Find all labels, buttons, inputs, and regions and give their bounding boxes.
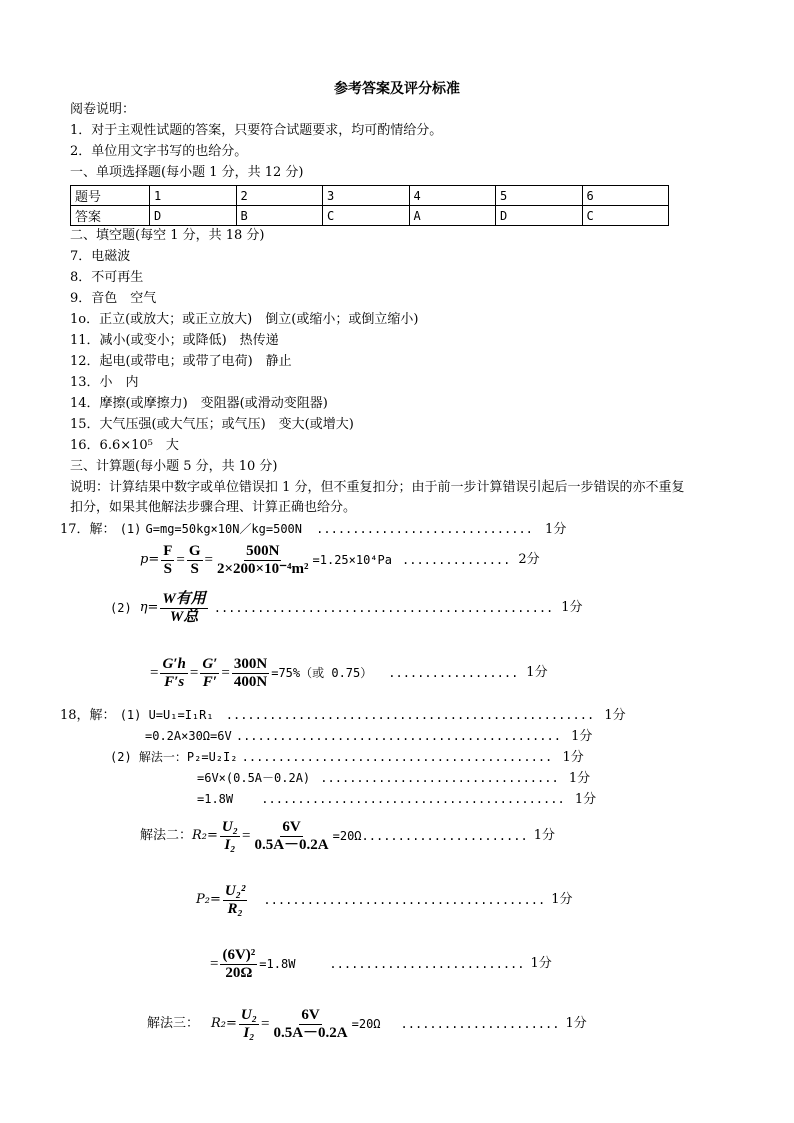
section2-heading: 二、填空题(每空 1 分，共 18 分) (70, 228, 265, 243)
fill-item-13: 13．小 内 (70, 375, 139, 390)
dots: .................. (388, 666, 519, 680)
table-cell: B (236, 206, 323, 226)
q18-method2-line3: = $\frac{\text{(6V)²}}{20\Omega}$ =1.8W ........................... 1分 (210, 946, 552, 981)
fraction (160, 591, 207, 626)
frac-den: F′ (202, 673, 217, 690)
frac-den: R₂ (227, 900, 243, 917)
frac-num: (6V)² (222, 946, 256, 963)
q18-method3-line1: 解法三： R₂= $\frac{\text{U₂}}{\text{I₂}}$ = $\frac{6V}{0.5A-0.2A}$ =20Ω ...................... 1分 (147, 1006, 587, 1041)
frac-den: S (163, 560, 172, 577)
frac-num: 300N (233, 655, 268, 672)
answer-table (70, 185, 669, 226)
dots: ....................................... (263, 893, 546, 907)
q18-m1-l1: (2) 解法一：P₂=U₂I₂ (110, 750, 238, 764)
row-label-answer: 答案 (71, 206, 150, 226)
section1-heading: 一、单项选择题(每小题 1 分，共 12 分) (70, 165, 304, 180)
row-label-number: 题号 (71, 186, 150, 206)
q18-m2-q-result: =1.8W (259, 957, 296, 971)
fraction (215, 543, 311, 578)
table-cell: 4 (409, 186, 496, 206)
note-1: 1．对于主观性试题的答案，只要符合试题要求，均可酌情给分。 (70, 123, 443, 138)
q17-l4-score: 1分 (526, 665, 548, 680)
dots: ........................... (329, 957, 525, 971)
dots: ................................. (320, 771, 559, 785)
q17-l3-score: 1分 (561, 600, 583, 615)
q18-m3-label: 解法三： (147, 1016, 200, 1031)
frac-num: U₂² (224, 882, 246, 899)
page-title: 参考答案及评分标准 (334, 81, 460, 97)
frac-num: 6V (301, 1006, 320, 1023)
section3-note-line2: 扣分，如果其他解法步骤合理、计算正确也给分。 (70, 500, 357, 515)
frac-num: U₂ (221, 818, 238, 835)
q17-l4-result: =75%（或 0.75） (271, 666, 373, 680)
fill-item-7: 7．电磁波 (70, 249, 131, 264)
frac-den: S (190, 560, 199, 577)
q17-label: 17．解： (60, 522, 116, 537)
fraction (161, 543, 174, 578)
frac-num: 500N (246, 542, 280, 559)
q17-l3-eta: η= (139, 600, 159, 615)
q17-line1 (60, 520, 566, 539)
q18-l2-score: 1分 (571, 729, 593, 744)
q18-line2 (145, 727, 592, 746)
table-cell: C (323, 206, 410, 226)
q18-label: 18，解： (60, 708, 116, 723)
q18-method2-line2 (196, 880, 572, 920)
q18-m1-l3-score: 1分 (574, 792, 597, 807)
table-cell: 1 (150, 186, 237, 206)
fill-item-16: 16．6.6×10⁵ 大 (70, 438, 179, 453)
frac-num: U₂ (240, 1006, 257, 1023)
q18-m2-label: 解法二： (140, 828, 193, 843)
frac-num: F (163, 542, 173, 559)
q18-m2-p: P₂= (196, 892, 221, 907)
table-row (71, 206, 669, 226)
notes-heading: 阅卷说明： (70, 102, 136, 117)
frac-den: W总 (169, 608, 199, 625)
fill-item-10: 1o．正立(或放大；或正立放大) 倒立(或缩小；或倒立缩小) (70, 312, 419, 327)
table-row (71, 186, 669, 206)
frac-num: W有用 (162, 590, 206, 607)
section3-heading: 三、计算题(每小题 5 分，共 10 分) (70, 459, 278, 474)
q18-l1: (1) U=U₁=I₁R₁ (119, 708, 214, 722)
q18-m3-r: R₂= (211, 1016, 237, 1031)
fraction (223, 883, 248, 918)
frac-num: G (188, 542, 201, 559)
table-cell: 3 (323, 186, 410, 206)
q17-l3-prefix: (2) (110, 601, 132, 615)
table-cell: A (409, 206, 496, 226)
q18-m2-result: =20Ω (332, 829, 362, 843)
dots: ............... (402, 553, 511, 567)
q18-line1 (60, 706, 626, 725)
q17-line3 (110, 588, 583, 628)
q17-l2-result: =1.25×10⁴Pa (312, 553, 392, 567)
section3-note-line1: 说明：计算结果中数字或单位错误扣 1 分，但不重复扣分；由于前一步计算错误引起后一步错误的亦不重复 (70, 480, 685, 495)
fraction (239, 1007, 259, 1042)
table-cell: D (150, 206, 237, 226)
frac-den: I₂ (224, 836, 236, 853)
fraction (252, 819, 330, 854)
dots: ...................... (400, 1017, 560, 1031)
fraction (187, 543, 203, 578)
q18-l2: =0.2A×30Ω=6V (145, 729, 232, 743)
fraction (232, 656, 269, 691)
q18-m1-l1-score: 1分 (562, 750, 584, 765)
fraction (200, 656, 219, 691)
table-cell: C (582, 206, 669, 226)
q18-method1-line2 (197, 769, 590, 788)
frac-den: 0.5A－0.2A (273, 1024, 348, 1041)
dots: .......................................... (261, 792, 565, 806)
fraction (271, 1007, 349, 1042)
fill-item-15: 15．大气压强(或大气压；或气压) 变大(或增大) (70, 417, 354, 432)
fill-item-8: 8．不可再生 (70, 270, 144, 285)
q18-m3-score: 1分 (565, 1016, 587, 1031)
frac-num: G′ (202, 655, 218, 672)
dots: ....................... (361, 829, 528, 843)
frac-num: 6V (282, 818, 301, 835)
q18-m2-score: 1分 (533, 828, 555, 843)
q17-l1-prefix: (1) (119, 522, 142, 536)
q18-l1-score: 1分 (604, 708, 626, 723)
q18-method2-line1: 解法二： R₂= $\frac{\text{U₂}}{\text{I₂}}$ = $\frac{6V}{0.5A-0.2A}$ =20Ω ....................... 1分 (140, 818, 555, 853)
q18-m3-result: =20Ω (351, 1017, 381, 1031)
fraction (220, 819, 240, 854)
frac-num: G′h (162, 655, 186, 672)
q18-m2-r: R₂= (192, 828, 218, 843)
dots: .............................. (316, 522, 533, 536)
fill-item-12: 12．起电(或带电；或带了电荷) 静止 (70, 354, 292, 369)
table-cell: 2 (236, 186, 323, 206)
q17-l2-p: p= (140, 552, 160, 567)
fill-item-11: 11．减小(或变小；或降低) 热传递 (70, 333, 279, 348)
dots: ............................................... (213, 601, 554, 615)
dots: ........................................... (241, 750, 553, 764)
q18-method1-line3 (197, 790, 596, 809)
frac-den: I₂ (243, 1024, 255, 1041)
q18-m1-l3: =1.8W (197, 792, 234, 806)
fraction (220, 947, 257, 982)
q18-m2-p-score: 1分 (551, 892, 573, 907)
table-cell: D (496, 206, 583, 226)
frac-den: 0.5A－0.2A (254, 836, 329, 853)
frac-den: F′s (164, 673, 185, 690)
frac-den: 400N (233, 673, 268, 690)
table-cell: 6 (582, 186, 669, 206)
q17-l1-formula: G=mg=50kg×10N／kg=500N (145, 522, 303, 536)
q17-l2-score: 2分 (518, 552, 540, 567)
note-2: 2．单位用文字书写的也给分。 (70, 144, 248, 159)
q18-m1-l2: =6V×(0.5A－0.2A) (197, 771, 311, 785)
dots: ................................................... (225, 708, 595, 722)
q17-line2: p= $\frac{F}{S}$ = $\frac{G}{S}$ = $\frac{500N}{\text{2×200×10⁻⁴m²}}$ =1.25×10⁴Pa ............... 2分 (140, 542, 540, 577)
frac-den: 20Ω (225, 964, 253, 981)
frac-den: 2×200×10⁻⁴m² (217, 560, 309, 577)
fraction (160, 656, 187, 691)
q18-method1-line1 (110, 748, 584, 767)
fill-item-14: 14．摩擦(或摩擦力) 变阻器(或滑动变阻器) (70, 396, 328, 411)
q17-line4: = $\frac{G'h}{F's}$ = $\frac{G'}{F'}$ = $\frac{300N}{400N}$ =75%（或 0.75） .................. 1分 (150, 655, 548, 690)
fill-item-9: 9．音色 空气 (70, 291, 157, 306)
dots: ............................................. (235, 729, 561, 743)
table-cell: 5 (496, 186, 583, 206)
q18-m2-q-score: 1分 (530, 956, 552, 971)
q18-m1-l2-score: 1分 (568, 771, 591, 786)
q17-l1-score: 1分 (545, 522, 567, 537)
